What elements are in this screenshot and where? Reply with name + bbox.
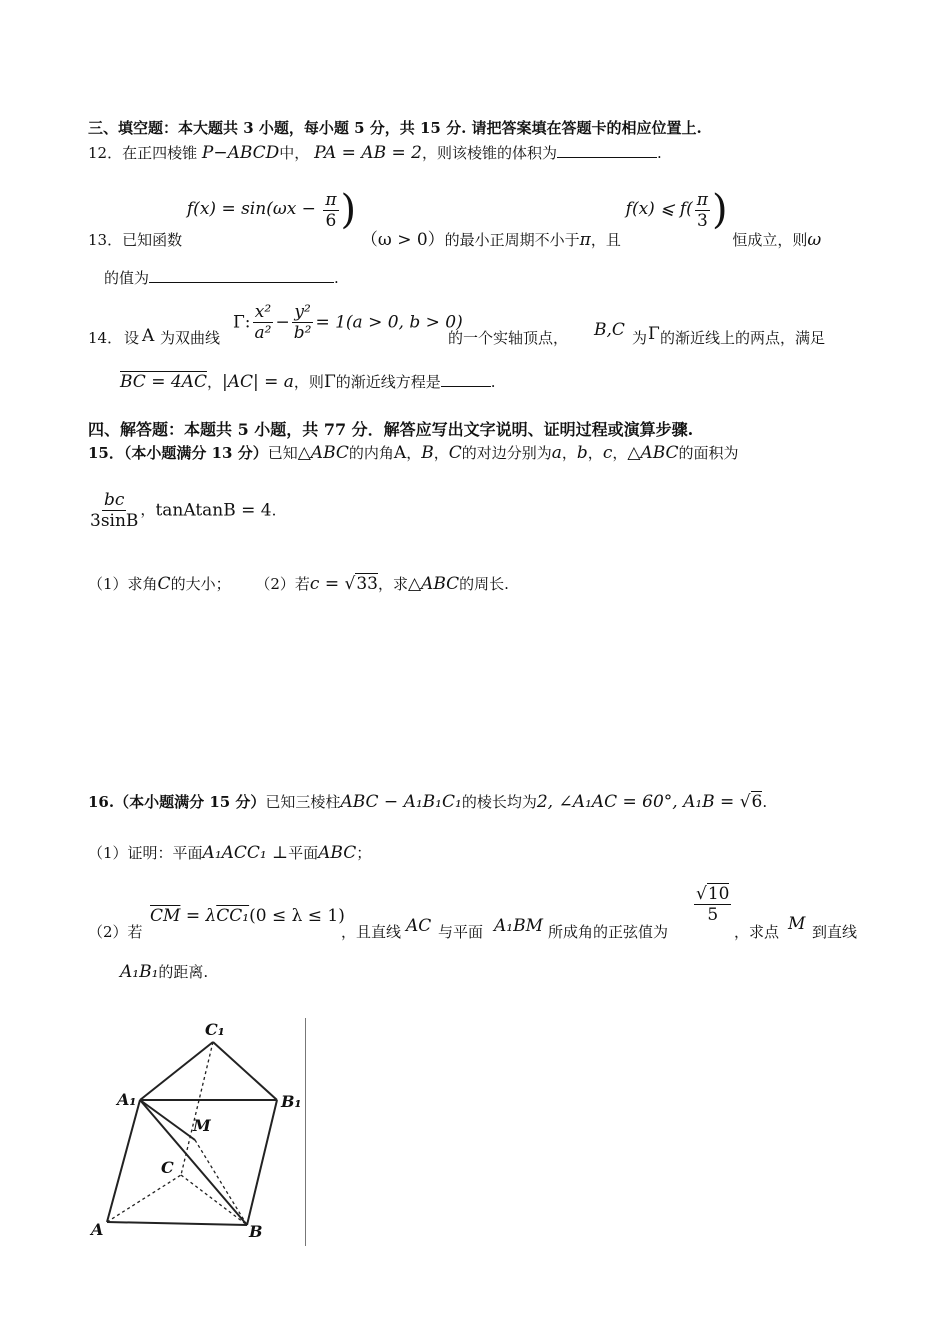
label-A: A	[91, 1220, 104, 1239]
q13-number: 13．	[88, 231, 123, 249]
label-M: M	[193, 1116, 211, 1135]
q15-c-equals: c =	[309, 574, 345, 594]
q14-text5: 的渐近线上的两点，满足	[660, 329, 826, 347]
q16-part2d: 所成角的正弦值为	[548, 923, 669, 941]
q16-part2g: 的距离.	[158, 963, 209, 981]
q13-text5: 的值为	[104, 269, 150, 287]
q13-answer-blank[interactable]	[149, 268, 334, 283]
label-B1: B₁	[281, 1092, 302, 1111]
q12-text1: 在正四棱锥	[122, 144, 198, 162]
q15-text3: 的对边分别为	[461, 444, 552, 462]
q15-triangle2: △ABC	[627, 443, 679, 463]
q16-vector-condition: $\overline{CM} = \lambda CC_1(0 \le \lambda \le 1)$	[150, 906, 345, 926]
q14-number: 14．	[88, 329, 123, 347]
q14-text6: ，则	[293, 373, 324, 391]
q15-part1-C: C	[157, 574, 171, 594]
question-13-line2	[104, 268, 339, 288]
question-14-line2	[120, 372, 496, 392]
q15-side-c: c	[602, 443, 613, 463]
q15-sqrt33: 33	[356, 574, 378, 594]
q16-part2e: ，求点	[734, 923, 780, 941]
q12-answer-blank[interactable]	[557, 143, 657, 158]
q15-part1: （1）求角	[88, 575, 158, 593]
q16-part1: （1）证明：平面	[88, 844, 203, 862]
question-15-line2: $\frac{bc}{3\sin B}$ ，tanAtanB = 4.	[90, 490, 277, 531]
q14-points-BC: B,C	[594, 320, 625, 340]
q15-part1b: 的大小；	[170, 575, 231, 593]
q16-end: .	[762, 793, 768, 811]
q14-text2: 为双曲线	[160, 329, 221, 347]
q15-side-b: b	[576, 443, 588, 463]
q14-text4: 为	[632, 329, 648, 347]
q13-text3: ，且	[590, 231, 621, 249]
q16-sine-fraction: $\frac{√10}{5}$	[696, 884, 730, 925]
q12-number: 12．	[88, 144, 123, 162]
q16-text2: 的棱长均为	[461, 793, 537, 811]
hidden-edge-C-B	[181, 1175, 247, 1225]
q16-plane2: ABC	[318, 843, 357, 863]
q14-gamma2: Γ	[323, 372, 336, 392]
q15-tan-condition: tanAtanB = 4	[155, 500, 272, 521]
question-15: 15．（本小题满分 13 分）已知△ABC的内角A，B，C的对边分别为a，b，c，△ABC的面积为	[88, 443, 739, 463]
question-12	[88, 143, 662, 163]
label-B: B	[249, 1222, 263, 1241]
question-13	[88, 187, 822, 251]
q12-text3: ，则该棱锥的体积为	[421, 144, 557, 162]
q13-pi: π	[579, 230, 591, 250]
q15-part2b: ，求	[377, 575, 408, 593]
q16-label: 16.（本小题满分 15 分）	[88, 793, 266, 811]
question-16: 16.（本小题满分 15 分）已知三棱柱ABC − A₁B₁C₁的棱长均为2, ∠A₁AC = 60°, A₁B = √6.	[88, 792, 768, 812]
hidden-segment-M-B	[195, 1140, 247, 1225]
question-15-parts: （1）求角C的大小； （2）若c = √33，求△ABC的周长.	[88, 574, 509, 594]
section3-heading: 三、填空题：本大题共 3 小题，每小题 5 分，共 15 分. 请把答案填在答题卡的相应位置上.	[88, 119, 702, 137]
question-16-part2-line2	[120, 962, 208, 982]
segment-A1-M	[140, 1100, 195, 1140]
section4-heading: 四、解答题：本题共 5 小题，共 77 分．解答应写出文字说明、证明过程或演算步骤.	[88, 420, 694, 439]
q15-side-a: a	[551, 443, 562, 463]
q16-part2: （2）若	[88, 923, 143, 941]
q15-area-fraction: $\frac{bc}{3\sin B}$	[90, 490, 139, 531]
q16-condition: 2, ∠A₁AC = 60°, A₁B =	[536, 792, 740, 812]
q15-triangle: △ABC	[297, 443, 349, 463]
edge-B1-B	[247, 1100, 277, 1225]
q16-part2b: ，且直线	[341, 923, 402, 941]
q16-part1b: 平面	[288, 844, 319, 862]
q14-text3: 的一个实轴顶点，	[448, 329, 569, 347]
q14-text1: 设	[124, 329, 140, 347]
prism-figure	[85, 1015, 305, 1250]
q15-angle-C: C	[448, 443, 462, 463]
q16-line-A1B1: A₁B₁	[120, 962, 159, 982]
label-A1: A₁	[117, 1090, 137, 1109]
q16-plane-A1BM: A₁BM	[494, 916, 543, 936]
question-16-part1	[88, 843, 371, 863]
q15-text2: 的内角	[348, 444, 394, 462]
q16-sqrt6: 6	[751, 792, 763, 812]
q15-angle-A: A	[393, 443, 407, 463]
edge-A1-C1	[140, 1042, 213, 1100]
q13-text1: 已知函数	[122, 231, 183, 249]
q13-pi-over-6: $\frac{\pi}{6}$	[325, 189, 337, 231]
hidden-edge-C1-C	[181, 1042, 213, 1175]
q16-line-AC: AC	[406, 916, 432, 936]
q13-pi-over-3: $\frac{\pi}{3}$	[696, 189, 708, 231]
q14-vector-equation: BC = 4AC	[120, 372, 207, 392]
q16-prism: ABC − A₁B₁C₁	[340, 792, 462, 812]
q16-part2c: 与平面	[438, 923, 484, 941]
label-C1: C₁	[205, 1020, 225, 1039]
q13-omega: ω	[807, 230, 822, 250]
figure-divider	[305, 1018, 306, 1246]
q15-part2c: 的周长.	[459, 575, 509, 593]
q14-vertex-A: A	[142, 326, 155, 346]
q13-close-paren: )	[340, 187, 357, 233]
q15-label: 15．（本小题满分 13 分）	[88, 444, 268, 462]
q16-part1c: ；	[356, 844, 372, 862]
q12-pyramid: P−ABCD	[201, 143, 280, 163]
q12-text2: 中，	[279, 144, 310, 162]
q13-close-paren2: )	[711, 187, 728, 233]
q16-part2f: 到直线	[812, 923, 858, 941]
q13-inequality: f(x) ⩽ f(	[625, 199, 693, 219]
q14-hyperbola: Γ: $\frac{\text{x²}}{\text{a²}}$ − $\frac{\text{y²}}{\text{b²}}$ = 1(a > 0, b > 0)	[233, 302, 463, 343]
q14-end: .	[490, 373, 496, 391]
q15-text4: 的面积为	[678, 444, 739, 462]
q14-answer-blank[interactable]	[441, 372, 491, 387]
q13-function: f(x) = sin(ωx −	[186, 199, 322, 219]
q13-end: .	[334, 269, 339, 287]
q16-text1: 已知三棱柱	[265, 793, 341, 811]
q16-plane1: A₁ACC₁ ⊥	[202, 843, 289, 863]
q14-abs-equation: |AC| = a	[221, 372, 294, 392]
edge-A-B	[107, 1222, 247, 1225]
q15-text1: 已知	[267, 444, 298, 462]
q12-end: .	[656, 144, 662, 162]
q13-omega-condition: （ω > 0）	[360, 230, 445, 250]
q16-point-M: M	[788, 914, 806, 934]
q15-part2: （2）若	[255, 575, 310, 593]
edge-C1-B1	[213, 1042, 277, 1100]
q12-condition: PA = AB = 2	[314, 143, 422, 163]
q14-text7: 的渐近线方程是	[335, 373, 441, 391]
label-C: C	[161, 1158, 174, 1177]
q15-angle-B: B	[421, 443, 434, 463]
q14-comma: ，	[206, 373, 222, 391]
q13-text2: 的最小正周期不小于	[444, 231, 580, 249]
q15-triangle3: △ABC	[407, 574, 460, 594]
edge-A1-A	[107, 1100, 140, 1222]
q13-text4: 恒成立，则	[732, 231, 808, 249]
q14-gamma: Γ	[648, 324, 660, 344]
